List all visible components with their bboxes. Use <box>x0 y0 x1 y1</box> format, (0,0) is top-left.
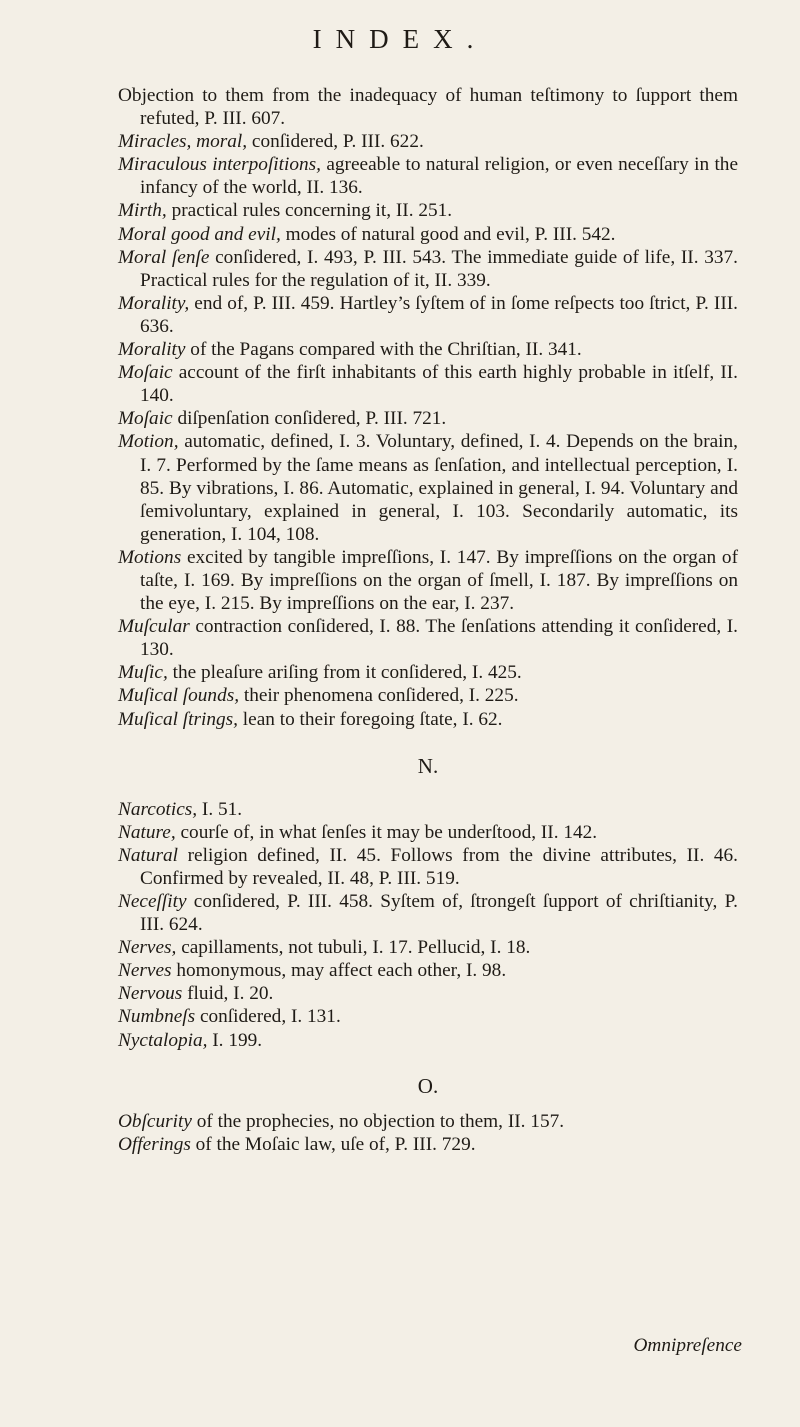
index-entry <box>118 199 738 222</box>
section-heading-o: O. <box>417 1073 439 1098</box>
index-entry <box>118 661 738 684</box>
entry-term: Muſcular <box>118 616 190 638</box>
index-entry <box>118 959 738 982</box>
entry-text: courſe of, in what ſenſes it may be underſtood, II. 142. <box>175 821 598 843</box>
entry-term: Narcotics, <box>118 798 198 820</box>
entry-text: religion defined, II. 45. Follows from the divine attributes, II. 46. Confirmed by revealed, II. 48, P. III. 519. <box>140 844 738 889</box>
entry-text: automatic, defined, I. 3. Voluntary, defined, I. 4. Depends on the brain, I. 7. Performed by the ſame means as ſenſation, and intellectual perception, I. 85. By vibrations, I. 86. Automatic, explained in general, I. 94. Voluntary and ſemivoluntary, explained in general, I. 103. Secondarily automatic, its generation, I. 104, 108. <box>140 431 738 545</box>
entries-m <box>118 84 738 731</box>
entry-term: Miraculous interpoſitions, <box>118 154 321 176</box>
index-entry <box>118 890 738 936</box>
entry-term: Offerings <box>118 1133 191 1155</box>
entry-text: account of the firſt inhabitants of this earth highly probable in itſelf, II. 140. <box>140 362 738 407</box>
index-entry <box>118 798 738 821</box>
entry-term: Moſaic <box>118 362 173 384</box>
entry-text: excited by tangible impreſſions, I. 147. By impreſſions on the organ of taſte, I. 169. By impreſſions on the organ of ſmell, I. 187. By impreſſions on the eye, I. 215. By impreſſions on the ear, I. 237. <box>140 546 738 615</box>
index-entry <box>118 1110 738 1133</box>
entry-text: conſidered, P. III. 458. Syſtem of, ſtrongeſt ſupport of chriſtianity, P. III. 624. <box>140 891 738 936</box>
entry-text: diſpenſation conſidered, P. III. 721. <box>172 408 447 430</box>
entry-term: Nyctalopia, <box>118 1029 208 1051</box>
entry-text: homonymous, may affect each other, I. 98. <box>171 960 507 982</box>
entry-text: modes of natural good and evil, P. III. 542. <box>280 223 616 245</box>
entry-text: Objection to them from the inadequacy of human teſtimony to ſupport them refuted, P. III. 607. <box>118 85 738 130</box>
index-entry <box>118 407 738 430</box>
index-entry <box>118 936 738 959</box>
entry-term: Muſical ſounds, <box>118 685 240 707</box>
entry-term: Numbneſs <box>118 1006 196 1028</box>
index-entry <box>118 546 738 615</box>
entry-text: of the prophecies, no objection to them, II. 157. <box>191 1110 565 1132</box>
entry-text: capillaments, not tubuli, I. 17. Pellucid, I. 18. <box>176 937 531 959</box>
entry-text: the pleaſure ariſing from it conſidered, I. 425. <box>167 662 522 684</box>
index-entry <box>118 1133 738 1156</box>
entry-term: Motion, <box>118 431 179 453</box>
entry-term: Natural <box>118 844 178 866</box>
entry-text: conſidered, I. 493, P. III. 543. The immediate guide of life, II. 337. Practical rules for the regulation of it, II. 339. <box>140 246 738 291</box>
index-entry <box>118 1005 738 1028</box>
index-entry <box>118 153 738 199</box>
section-heading-n: N. <box>417 753 439 778</box>
entry-term: Nervous <box>118 983 183 1005</box>
page-header: INDEX. <box>312 24 488 54</box>
entry-term: Nature, <box>118 821 176 843</box>
index-entry <box>118 708 738 731</box>
entry-term: Muſical ſtrings, <box>118 708 238 730</box>
entry-text: agreeable to natural religion, or even neceſſary in the infancy of the world, II. 136. <box>140 154 739 199</box>
entry-term: Nerves, <box>118 937 177 959</box>
index-entry <box>118 84 738 130</box>
entry-text: of the Moſaic law, uſe of, P. III. 729. <box>190 1133 476 1155</box>
entry-term: Moral good and evil, <box>118 223 281 245</box>
entry-term: Moral ſenſe <box>118 246 210 268</box>
entry-text: I. 51. <box>197 798 243 820</box>
index-entry <box>118 292 738 338</box>
entry-text: I. 199. <box>207 1029 263 1051</box>
index-entry <box>118 361 738 407</box>
entry-text: lean to their foregoing ſtate, I. 62. <box>237 708 503 730</box>
entry-text: conſidered, P. III. 622. <box>247 131 424 153</box>
entry-text: their phenomena conſidered, I. 225. <box>239 685 519 707</box>
entry-term: Miracles, moral, <box>118 131 248 153</box>
entry-term: Nerves <box>118 960 172 982</box>
catchword: Omnipreſence <box>633 1335 742 1356</box>
entry-text: contraction conſidered, I. 88. The ſenſations attending it conſidered, I. 130. <box>140 616 738 661</box>
entry-text: end of, P. III. 459. Hartley’s ſyſtem of in ſome reſpects too ſtrict, P. III. 636. <box>140 292 738 337</box>
entry-term: Morality, <box>118 292 190 314</box>
index-entry <box>118 821 738 844</box>
index-entry <box>118 223 738 246</box>
entry-term: Mirth, <box>118 200 167 222</box>
index-entry <box>118 338 738 361</box>
entries-o <box>118 1110 738 1156</box>
entry-term: Neceſſity <box>118 891 187 912</box>
entry-text: of the Pagans compared with the Chriſtian, II. 341. <box>185 339 582 361</box>
index-entry <box>118 844 738 890</box>
entry-term: Morality <box>118 339 186 361</box>
index-entry <box>118 246 738 292</box>
index-entry <box>118 684 738 707</box>
index-column <box>118 84 738 1156</box>
index-entry <box>118 615 738 661</box>
entry-text: practical rules concerning it, II. 251. <box>166 200 453 222</box>
entries-n <box>118 798 738 1052</box>
index-entry <box>118 982 738 1005</box>
entry-text: fluid, I. 20. <box>182 983 274 1005</box>
index-entry <box>118 1029 738 1052</box>
entry-term: Moſaic <box>118 408 173 430</box>
entry-text: conſidered, I. 131. <box>195 1006 341 1028</box>
index-entry <box>118 430 738 545</box>
entry-term: Motions <box>118 546 182 568</box>
index-entry <box>118 130 738 153</box>
entry-term: Obſcurity <box>118 1110 192 1132</box>
entry-term: Muſic, <box>118 662 168 684</box>
